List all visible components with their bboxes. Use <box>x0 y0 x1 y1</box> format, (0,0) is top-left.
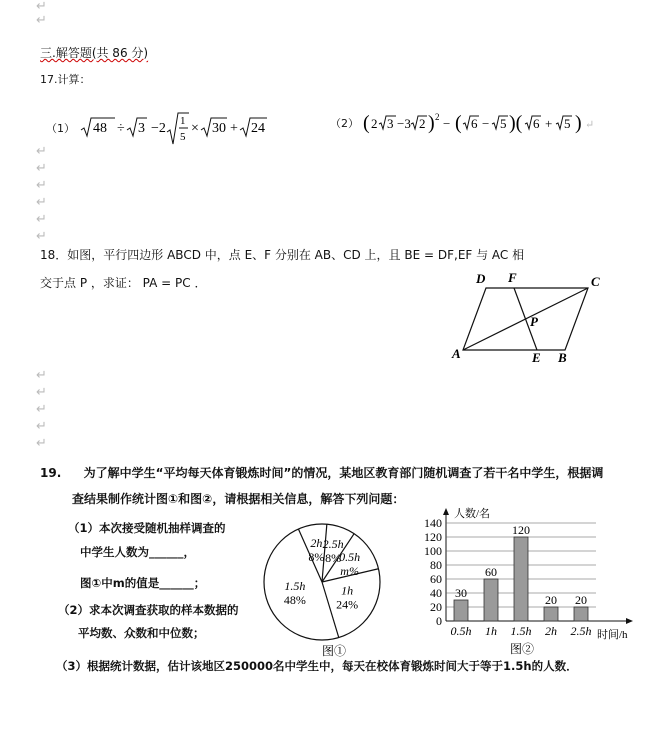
q17-part2 <box>330 110 623 138</box>
pie-slice-value: 48% <box>283 593 306 608</box>
label-c: C <box>591 274 600 289</box>
svg-text:2: 2 <box>418 116 425 131</box>
svg-text:1: 1 <box>179 115 185 127</box>
svg-text:24: 24 <box>250 121 265 136</box>
label-d: D <box>476 271 486 286</box>
bar <box>454 600 468 621</box>
bar-value-label: 20 <box>545 593 557 607</box>
paragraph-mark: ↵ <box>36 178 47 193</box>
bar-chart-ylabel: 人数/名 <box>454 508 491 520</box>
svg-text:2: 2 <box>370 116 377 131</box>
q17-title: 17.计算： <box>40 73 91 86</box>
svg-text:6: 6 <box>532 116 539 131</box>
x-tick-label: 1.5h <box>510 624 532 638</box>
pie-slice-label: 2h <box>310 535 323 550</box>
x-tick-label: 0.5h <box>450 624 472 638</box>
svg-text:): ) <box>574 112 582 134</box>
q19-sub2b: 平均数、众数和中位数； <box>78 626 205 640</box>
label-f: F <box>508 270 517 285</box>
svg-text:5: 5 <box>499 116 506 131</box>
svg-text:÷: ÷ <box>116 121 125 136</box>
paragraph-mark: ↵ <box>36 229 47 244</box>
svg-text:): ) <box>427 112 435 134</box>
q17-part2-label: （2） <box>330 117 359 131</box>
y-tick-label: 120 <box>424 530 442 544</box>
bar <box>514 537 528 621</box>
q19-sub1a: （1）本次接受随机抽样调查的 <box>68 521 226 535</box>
paragraph-mark: ↵ <box>36 419 47 434</box>
svg-text:5: 5 <box>563 116 570 131</box>
svg-text:)(: )( <box>508 112 522 134</box>
bar <box>484 579 498 621</box>
svg-text:−2: −2 <box>150 121 166 136</box>
q19-sub2a: （2）求本次调查获取的样本数据的 <box>58 603 239 617</box>
y-tick-label: 60 <box>430 572 442 586</box>
svg-text:−: − <box>481 116 489 131</box>
bar-chart <box>410 505 642 655</box>
x-tick-label: 1h <box>485 624 497 638</box>
bar-chart-xlabel: 时间/h <box>597 629 628 641</box>
label-p: P <box>530 314 538 329</box>
svg-text:2: 2 <box>434 112 439 122</box>
x-axis-arrow <box>626 618 633 624</box>
paragraph-mark: ↵ <box>36 195 47 210</box>
parallelogram-figure <box>440 266 610 370</box>
x-tick-label: 2.5h <box>570 624 592 638</box>
bar-value-label: 60 <box>485 565 497 579</box>
q17-part1-formula <box>79 112 279 146</box>
q18-line1: 18．如图，平行四边形 ABCD 中，点 E、F 分别在 AB、CD 上，且 BE = DF,EF 与 AC 相 <box>40 248 525 262</box>
svg-text:+: + <box>229 121 238 136</box>
q19-number: 19. <box>40 466 62 480</box>
paragraph-mark: ↵ <box>36 161 47 176</box>
pie-chart-title: 图① <box>322 644 347 658</box>
x-tick-label: 2h <box>545 624 557 638</box>
svg-text:(: ( <box>362 112 370 134</box>
pie-slice-value: m% <box>340 563 359 578</box>
paragraph-mark: ↵ <box>36 368 47 383</box>
q19-sub3: （3）根据统计数据，估计该地区250000名中学生中，每天在校体育锻炼时间大于等于1.5h的人数． <box>56 659 578 673</box>
paragraph-mark: ↵ <box>36 385 47 400</box>
label-a: A <box>452 346 461 361</box>
paragraph-mark: ↵ <box>36 144 47 159</box>
q19-sub1b: 中学生人数为______， <box>80 545 195 559</box>
svg-text:5: 5 <box>179 131 185 143</box>
bar-value-label: 30 <box>455 586 467 600</box>
q17-part1 <box>46 112 279 146</box>
q19-line1-text: 为了解中学生“平均每天体育锻炼时间”的情况，某地区教育部门随机调查了若干名中学生，根据调 <box>83 466 604 480</box>
q19-line1 <box>40 464 603 481</box>
pie-slice-label: 1h <box>341 583 354 598</box>
y-tick-label: 0 <box>436 614 442 628</box>
svg-text:30: 30 <box>211 121 226 136</box>
pie-chart <box>254 520 404 660</box>
section-title: 三.解答题(共 86 分) <box>40 46 149 60</box>
bar <box>544 607 558 621</box>
svg-text:48: 48 <box>92 121 107 136</box>
pie-slice-label: 2.5h <box>322 537 344 552</box>
svg-text:6: 6 <box>470 116 477 131</box>
svg-text:−3: −3 <box>396 116 411 131</box>
bar-value-label: 20 <box>575 593 587 607</box>
svg-text:×: × <box>190 121 199 136</box>
paragraph-mark: ↵ <box>36 13 47 28</box>
svg-text:3: 3 <box>386 116 393 131</box>
q18-line2: 交于点 P ，求证： PA = PC ． <box>40 276 207 290</box>
paragraph-mark: ↵ <box>36 402 47 417</box>
q17-part1-label: （1） <box>46 122 75 136</box>
q19-line2: 查结果制作统计图①和图②，请根据相关信息，解答下列问题： <box>72 492 405 506</box>
paragraph-mark: ↵ <box>36 212 47 227</box>
y-axis-arrow <box>443 508 449 515</box>
y-tick-label: 100 <box>424 544 442 558</box>
svg-text:3: 3 <box>137 121 145 136</box>
pie-slice-value: 8% <box>325 551 342 566</box>
bar <box>574 607 588 621</box>
q17-part2-formula <box>363 110 623 138</box>
pie-slice-label: 1.5h <box>284 579 306 594</box>
y-tick-label: 80 <box>430 558 442 572</box>
pie-slice-label: 0.5h <box>339 549 361 564</box>
svg-text:↵: ↵ <box>584 119 594 131</box>
label-b: B <box>558 350 567 365</box>
pie-slice-value: 24% <box>336 597 359 612</box>
y-tick-label: 40 <box>430 586 442 600</box>
bar-chart-title: 图② <box>510 642 535 655</box>
y-tick-label: 140 <box>424 516 442 530</box>
y-tick-label: 20 <box>430 600 442 614</box>
svg-text:(: ( <box>454 112 462 134</box>
bar-value-label: 120 <box>512 523 530 537</box>
svg-text:+: + <box>544 116 552 131</box>
label-e: E <box>532 350 541 365</box>
q19-sub1c: 图①中m的值是______； <box>80 576 206 590</box>
pie-slice-value: 8% <box>308 549 325 564</box>
paragraph-mark: ↵ <box>36 0 47 14</box>
paragraph-mark: ↵ <box>36 436 47 451</box>
svg-text:−: − <box>442 116 450 131</box>
